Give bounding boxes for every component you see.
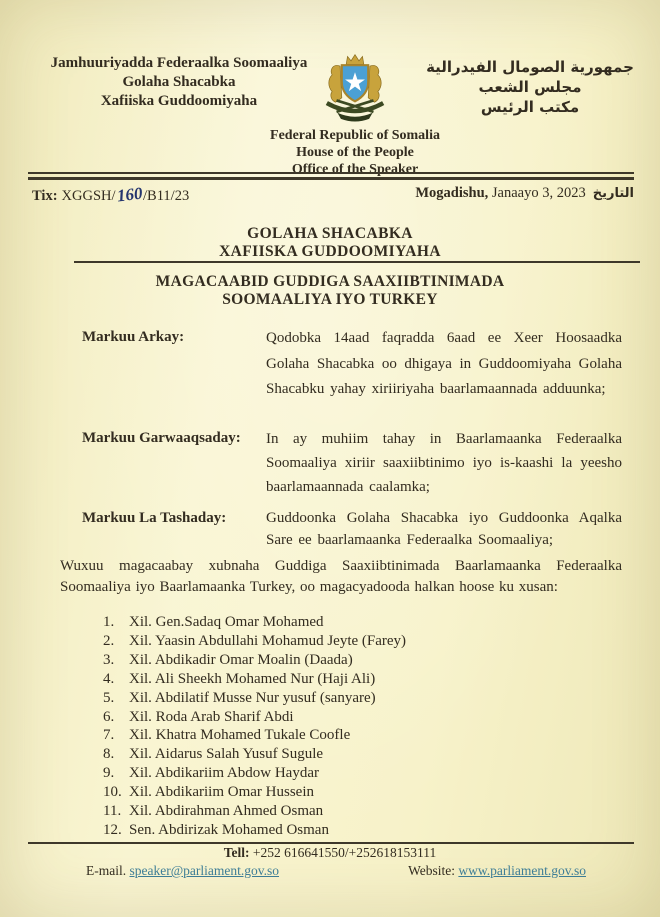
subject-line2: SOOMAALIYA IYO TURKEY [222,290,438,308]
letterhead-arabic-line1: جمهورية الصومال الفيدرالية [426,58,634,76]
clause-label: Markuu La Tashaday: [82,510,227,526]
footer-contact-row [86,863,586,879]
member-name: Xil. Abdikariim Abdow Haydar [129,765,319,782]
member-name: Xil. Abdikariim Omar Hussein [129,784,314,801]
header-divider-rule [28,172,634,180]
letterhead-somali-line2: Golaha Shacabka [122,74,236,90]
member-row [103,670,543,689]
member-row [103,689,543,708]
date-value: Janaayo 3, 2023 [488,185,586,201]
reference-number [32,185,189,205]
member-number: 8. [103,746,115,763]
member-number: 7. [103,727,115,744]
member-number: 12. [103,821,122,838]
website-label: Website: [408,863,456,878]
clause-label: Markuu Arkay: [82,329,185,345]
reference-suffix: /B11/23 [143,188,190,204]
member-name: Xil. Abdilatif Musse Nur yusuf (sanyare) [129,689,376,706]
footer-email [86,863,279,879]
letterhead-english-line1: Federal Republic of Somalia [270,128,440,143]
member-number: 9. [103,765,115,782]
member-name: Xil. Gen.Sadaq Omar Mohamed [129,614,324,630]
date-label-arabic: التاريخ [592,186,634,201]
footer-website [408,863,586,879]
letterhead-arabic-line2: مجلس الشعب [478,78,582,96]
member-row [103,651,543,670]
member-number: 4. [103,670,115,687]
telephone-numbers: +252 616641550/+252618153111 [249,845,437,860]
handwritten-reference-number: 160 [115,183,144,206]
footer-telephone [0,845,660,861]
letterhead-somali [34,54,324,111]
members-list [103,613,543,840]
member-number: 5. [103,689,115,706]
somalia-coat-of-arms-icon [311,52,399,126]
telephone-label: Tell: [223,845,250,860]
title-underline-rule [74,261,640,263]
member-row [103,613,543,632]
member-number: 10. [103,784,122,801]
subject-line1: MAGACAABID GUDDIGA SAAXIIBTINIMADA [155,273,505,290]
letterhead-arabic-line3: مكتب الرئيس [480,98,580,116]
member-number: 11. [103,803,122,820]
subject-title [0,273,660,308]
clause-text: Qodobka 14aad faqradda 6aad ee Xeer Hoosaadka Golaha Shacabka oo dhigaya in Guddoomiyaha Golaha Shacabku yahay xiriiriyaha baarlamaannada adduunka; [266,330,622,397]
date-line [415,185,634,205]
clause-text: In ay muhiim tahay in Baarlamaanka Federaalka Soomaaliya xiriir saaxiibtinimo iyo is-kaashi la yeesho baarlamaannada caalamka; [266,431,622,495]
member-row [103,783,543,802]
member-row [103,802,543,821]
member-name: Xil. Khatra Mohamed Tukale Coofle [129,727,351,744]
clause-text: Guddoonka Golaha Shacabka iyo Guddoonka Aqalka Sare ee baarlamaanka Federaalka Soomaaliya; [266,510,622,548]
member-name: Xil. Ali Sheekh Mohamed Nur (Haji Ali) [129,670,376,687]
letterhead-english-line2: House of the People [296,145,414,160]
body-paragraph: Wuxuu magacaabay xubnaha Guddiga Saaxiibtinimada Baarlamaanka Federaalka Soomaaliya iyo Baarlamaanka Turkey, oo magacyadooda halkan hoose ku xusan: [60,558,622,595]
member-row [103,745,543,764]
letterhead-arabic [422,57,638,117]
email-label: E-mail. [86,863,127,878]
reference-row [32,185,634,205]
letterhead-english [238,127,472,178]
letterhead-somali-line1: Jamhuuriyadda Federaalka Soomaaliya [50,55,308,71]
member-row [103,821,543,840]
member-name: Xil. Yaasin Abdullahi Mohamud Jeyte (Farey) [129,632,407,649]
member-row [103,632,543,651]
clause-label: Markuu Garwaaqsaday: [82,430,241,446]
member-row [103,708,543,727]
member-name: Xil. Aidarus Salah Yusuf Sugule [129,746,324,763]
clause-arkay [82,326,622,403]
office-title-line1: GOLAHA SHACABKA [247,225,413,242]
member-row [103,764,543,783]
email-link[interactable]: speaker@parliament.gov.so [129,863,280,878]
member-name: Xil. Abdirahman Ahmed Osman [129,803,324,820]
office-title-line2: XAFIISKA GUDDOOMIYAHA [219,242,441,260]
member-row [103,726,543,745]
reference-prefix: XGGSH/ [61,188,116,204]
member-name: Xil. Abdikadir Omar Moalin (Daada) [129,651,353,668]
member-number: 6. [103,708,115,725]
member-name: Xil. Roda Arab Sharif Abdi [129,708,294,725]
letterhead-english-line3: Office of the Speaker [291,162,419,177]
website-link[interactable]: www.parliament.gov.so [458,863,586,878]
office-title [0,225,660,260]
reference-label: Tix: [32,188,58,204]
member-name: Sen. Abdirizak Mohamed Osman [129,821,329,838]
member-number: 1. [103,614,115,630]
date-city: Mogadishu, [415,185,489,201]
member-number: 3. [103,651,115,668]
clause-garwaaqsaday [82,427,622,499]
letterhead-somali-line3: Xafiiska Guddoomiyaha [100,93,258,109]
member-number: 2. [103,632,115,649]
clause-la-tashaday [82,507,622,551]
footer-divider-rule [28,842,634,844]
